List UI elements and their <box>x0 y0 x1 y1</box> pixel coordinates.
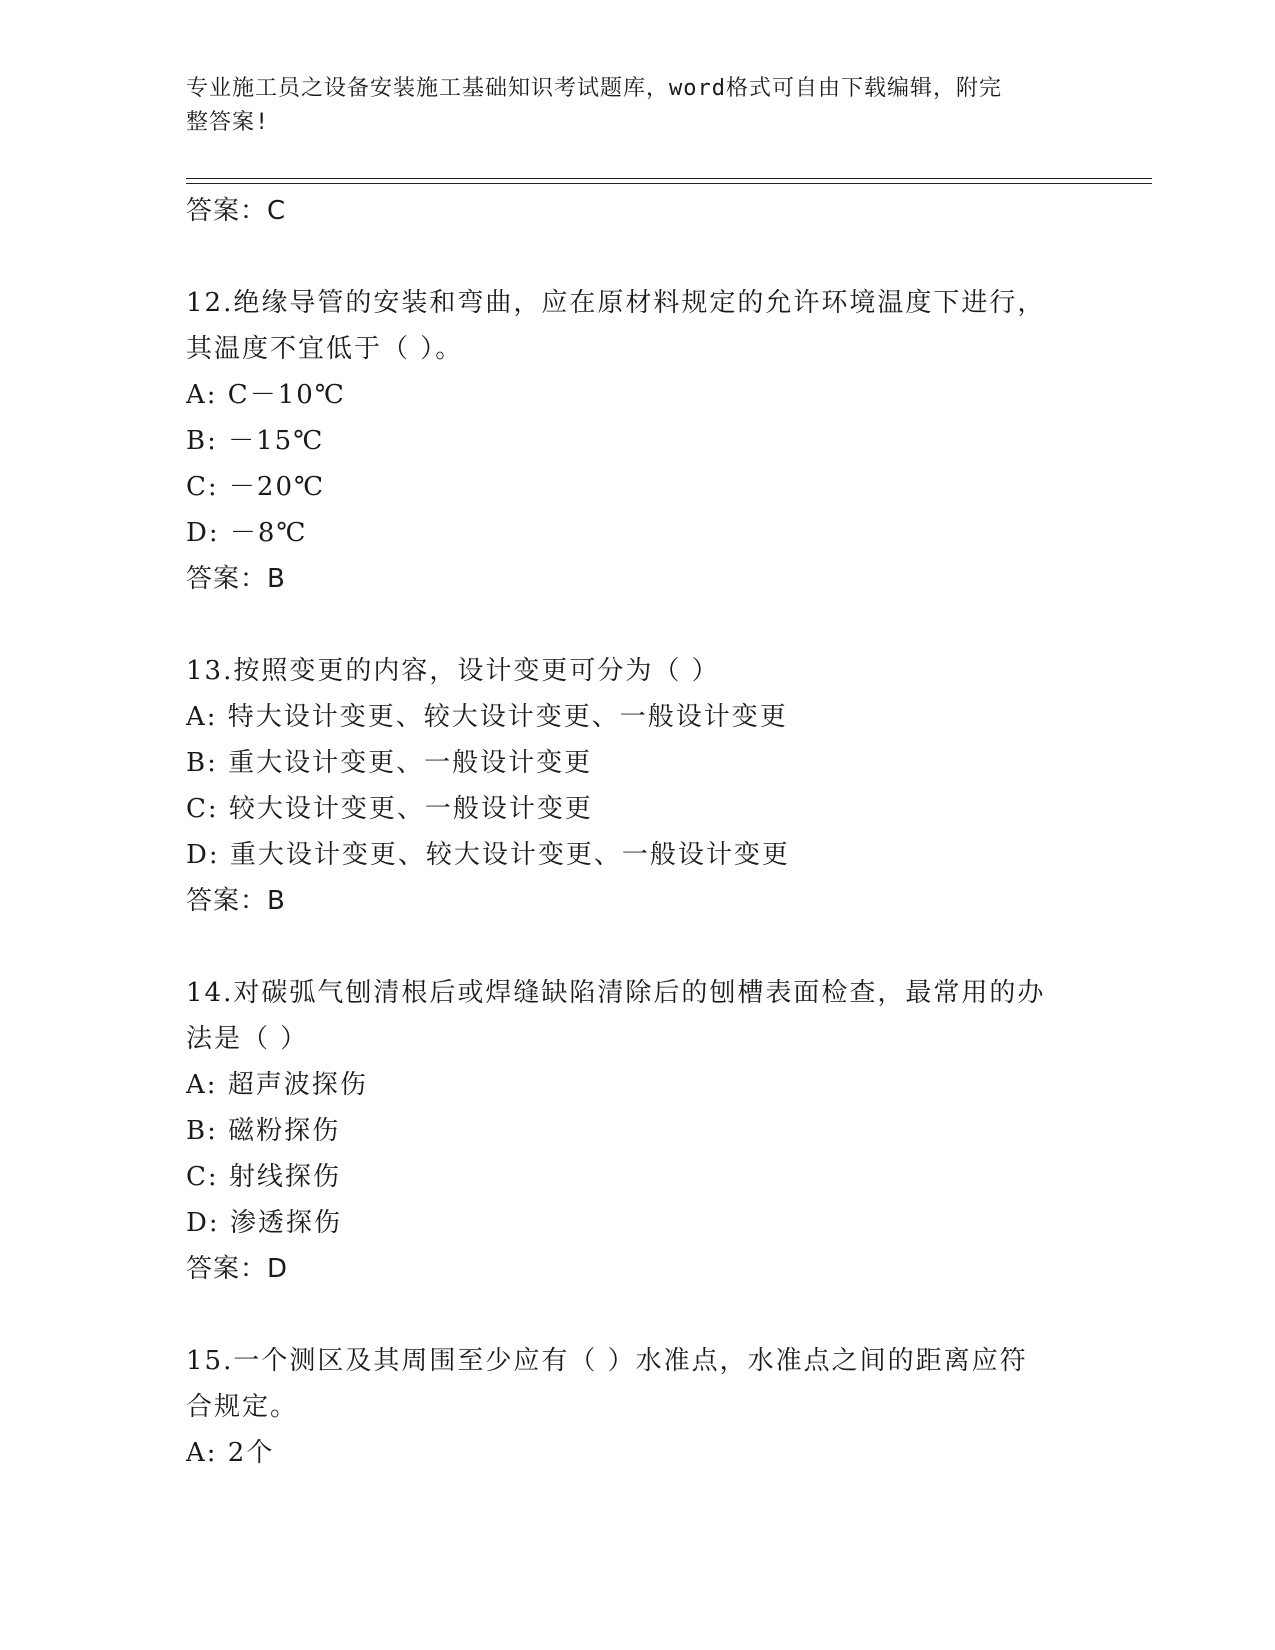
option-a: A: 特大设计变更、较大设计变更、一般设计变更 <box>186 702 788 732</box>
question-stem: 15.一个测区及其周围至少应有（ ）水准点，水准点之间的距离应符 <box>186 1346 1028 1376</box>
document-header <box>186 72 1066 140</box>
question-12 <box>186 280 1086 602</box>
question-list <box>186 188 1086 1476</box>
question-15 <box>186 1338 1086 1476</box>
question-stem: 合规定。 <box>186 1392 299 1422</box>
answer: 答案：B <box>186 886 286 916</box>
spacer <box>186 602 1086 648</box>
question-stem: 12.绝缘导管的安装和弯曲，应在原材料规定的允许环境温度下进行， <box>186 288 1046 318</box>
option-d: D: 重大设计变更、较大设计变更、一般设计变更 <box>186 840 790 870</box>
header-line-2: 整答案! <box>186 110 270 135</box>
option-a: A: 2个 <box>186 1438 275 1468</box>
option-a: A: 超声波探伤 <box>186 1070 368 1100</box>
option-c: C: －20℃ <box>186 472 326 502</box>
question-stem: 13.按照变更的内容，设计变更可分为（ ） <box>186 656 720 686</box>
question-stem: 14.对碳弧气刨清根后或焊缝缺陷清除后的刨槽表面检查，最常用的办 <box>186 978 1046 1008</box>
previous-answer: 答案：C <box>186 196 287 226</box>
question-stem: 其温度不宜低于（ ）。 <box>186 334 464 364</box>
option-c: C: 较大设计变更、一般设计变更 <box>186 794 593 824</box>
header-divider-bottom <box>186 183 1152 184</box>
option-a: A: C－10℃ <box>186 380 346 410</box>
question-14 <box>186 970 1086 1292</box>
option-d: D: 渗透探伤 <box>186 1208 342 1238</box>
spacer <box>186 1292 1086 1338</box>
option-b: B: 重大设计变更、一般设计变更 <box>186 748 593 778</box>
question-stem: 法是（ ） <box>186 1024 309 1054</box>
spacer <box>186 924 1086 970</box>
option-d: D: －8℃ <box>186 518 308 548</box>
option-c: C: 射线探伤 <box>186 1162 341 1192</box>
option-b: B: －15℃ <box>186 426 325 456</box>
question-13 <box>186 648 1086 924</box>
answer: 答案：D <box>186 1254 289 1284</box>
answer: 答案：B <box>186 564 286 594</box>
header-divider-top <box>186 178 1152 179</box>
header-line-1: 专业施工员之设备安装施工基础知识考试题库，word格式可自由下载编辑，附完 <box>186 76 1002 101</box>
option-b: B: 磁粉探伤 <box>186 1116 341 1146</box>
spacer <box>186 234 1086 280</box>
